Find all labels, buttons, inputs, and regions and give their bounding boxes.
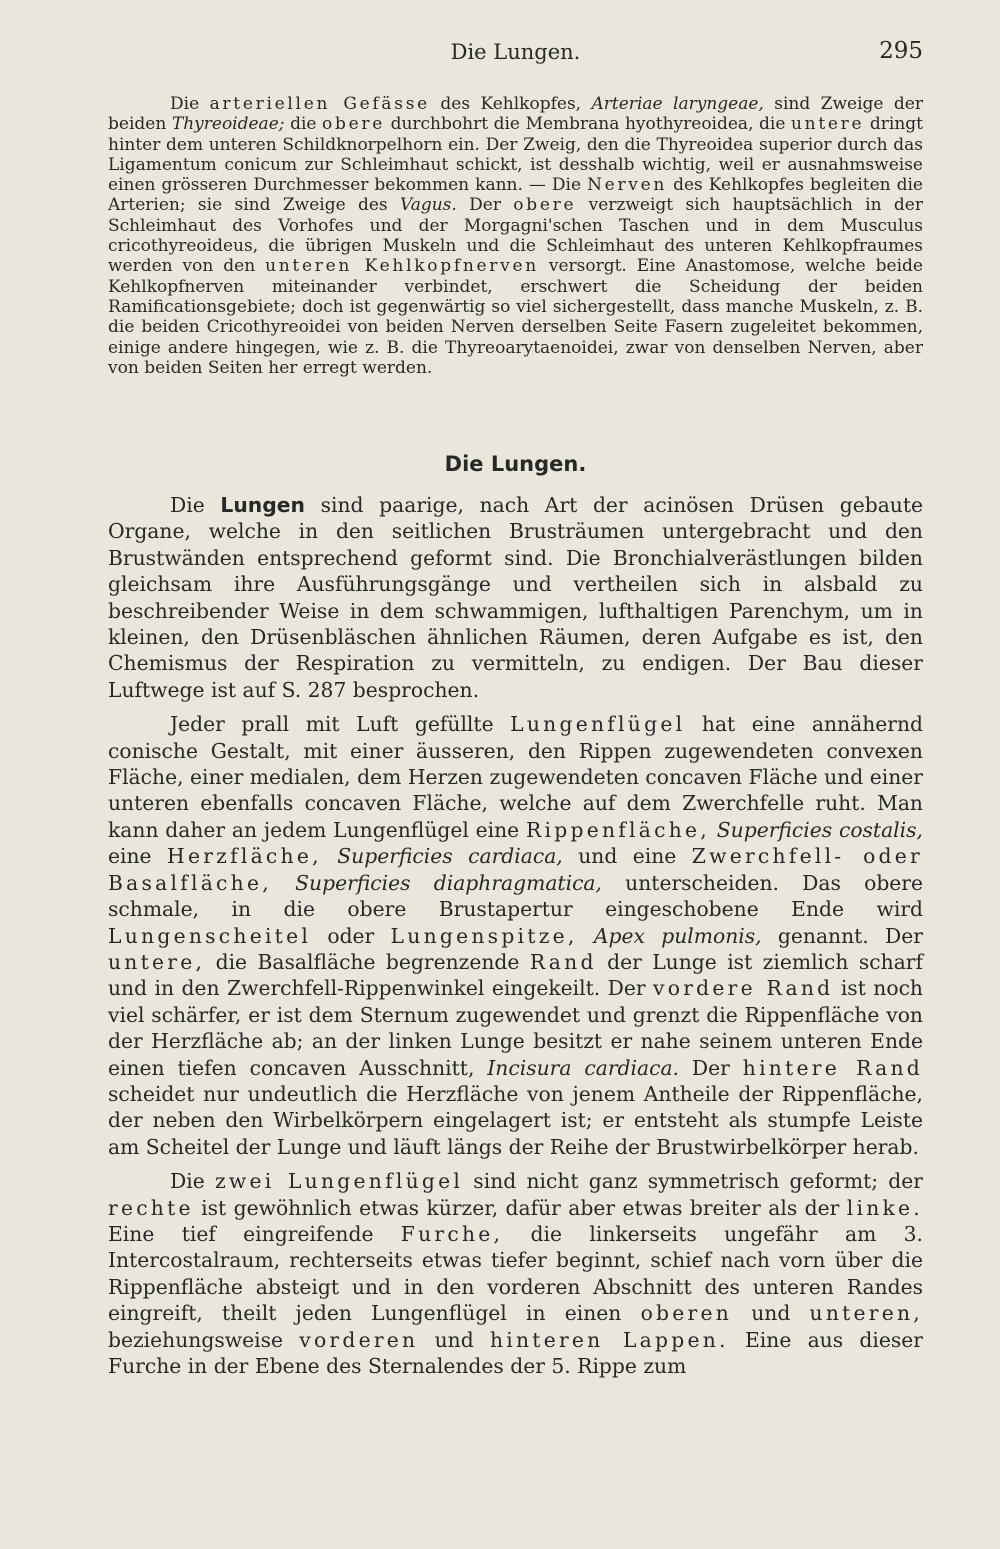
spaced-term: linke. <box>846 1195 923 1220</box>
text-run: sind Zweige der beiden <box>108 94 923 135</box>
text-run: des Kehlkopfes begleiten die Arterien; sie sind Zweige des <box>108 175 923 216</box>
text-run: unterscheiden. Das obere schmale, in die obere Brustapertur eingeschobene Ende wird <box>108 870 924 922</box>
spaced-term: hinteren Lappen. <box>489 1327 729 1352</box>
text-run: scheidet nur undeutlich die Herzfläche von jenem Antheile der Rippenfläche, der neben den Wirbelkörpern eingelagert ist; er entsteht als stumpfe Leiste am Scheitel der Lunge und läuft längs der Reihe der Brustwirbelkörper herab. <box>108 1081 923 1159</box>
bold-term: Lungen <box>220 493 305 517</box>
running-title: Die Lungen. <box>450 40 581 64</box>
text-run: genannt. Der <box>761 923 923 948</box>
spaced-term: vordere Rand <box>653 976 834 1001</box>
latin-term: Incisura cardiaca. <box>487 1055 679 1080</box>
text-run <box>322 844 337 868</box>
section-body <box>108 492 923 1387</box>
text-run <box>578 924 594 948</box>
text-run: die linkerseits ungefähr am 3. Intercostalraum, rechterseits etwas tiefer beginnt, schief nach vorn über die Rippenfläche absteigt und in den vorderen Abschnitt des unteren Randes eingreift, theilt jeden Lungenflügel in einen <box>108 1221 923 1326</box>
text-run: dringt hinter dem unteren Schildknorpelhorn ein. Der Zweig, den die Thyreoidea superior durch das Ligamentum conicum zur Schleimhaut schickt, ist desshalb wichtig, weil er ausnahmsweise einen grösseren Durchmesser bekommen kann. — Die <box>108 114 923 196</box>
text-run: Der <box>456 195 514 216</box>
spaced-term: oberen <box>640 1301 733 1326</box>
latin-term: Superficies diaphragmatica, <box>295 870 602 895</box>
text-run: durchbohrt die Membrana hyothyreoidea, die <box>385 114 792 135</box>
text-run <box>710 818 717 842</box>
text-run <box>272 871 295 895</box>
latin-term: Superficies costalis, <box>716 817 924 842</box>
text-run: die Basalfläche begrenzende <box>205 949 530 974</box>
spaced-term: Nerven <box>587 175 668 196</box>
text-run: Jeder prall mit Luft gefüllte <box>170 712 511 737</box>
spaced-term: Lungenspitze, <box>390 923 578 948</box>
text-run: Die <box>170 493 221 517</box>
paragraph-text <box>108 94 923 378</box>
latin-term: Vagus. <box>399 195 457 216</box>
text-run: beziehungsweise <box>108 1327 300 1352</box>
latin-term: Thyreoideae; <box>171 114 285 135</box>
latin-term: Apex pulmonis, <box>593 923 762 948</box>
spaced-term: arteriellen Gefässe <box>209 94 430 114</box>
spaced-term: Lungenflügel <box>510 712 686 737</box>
spaced-term: Herzfläche, <box>167 844 322 869</box>
spaced-term: hintere Rand <box>742 1055 923 1080</box>
text-run: Eine tief eingreifende <box>108 1221 401 1246</box>
spaced-term: unteren, <box>809 1301 923 1326</box>
text-run: Die <box>170 94 210 114</box>
spaced-term: Rand <box>529 949 597 974</box>
section-heading: Die Lungen. <box>444 452 587 476</box>
spaced-term: unteren Kehlkopfnerven <box>265 256 539 277</box>
text-run: die <box>284 114 323 135</box>
latin-term: Arteriae laryngeae, <box>591 94 764 114</box>
page-number: 295 <box>879 38 923 64</box>
text-run: versorgt. Eine Anastomose, welche beide Kehlkopfnerven miteinander verbindet, erschwert die Scheidung der beiden Ramificationsgebiete; doch ist gegenwärtig so viel sichergestellt, dass manche Muskeln, z. B. die beiden Cricothyreoidei von beiden Nerven derselben Seite Fasern zugeleitet bekommen, einige andere hingegen, wie z. B. die Thyreoarytaenoidei, zwar von denselben Nerven, aber von beiden Seiten her erregt werden. <box>108 256 923 378</box>
text-run: des Kehlkopfes, <box>429 94 592 114</box>
spaced-term: Zwerchfell- oder Basalfläche, <box>108 844 923 895</box>
body-paragraph <box>108 492 923 703</box>
text-run: Der <box>678 1055 743 1080</box>
text-run: verzweigt sich hauptsächlich in der Schleimhaut des Vorhofes und der Morgagni'schen Taschen und in dem Musculus cricothyreoideus, die übrigen Muskeln und die Schleimhaut des unteren Kehlkopfraumes werden von den <box>108 195 923 277</box>
spaced-term: obere <box>513 195 577 216</box>
text-run: sind paarige, nach Art der acinösen Drüsen gebaute Organe, welche in den seitlichen Brusträumen untergebracht und den Brustwänden entsprechend geformt sind. Die Bronchialverästlungen bilden gleichsam ihre Ausführungsgänge und vertheilen sich in alsbald zu beschreibender Weise in dem schwammigen, lufthaltigen Parenchym, um in kleinen, den Drüsenbläschen ähnlichen Räumen, deren Aufgabe es ist, den Chemismus der Respiration zu vermitteln, zu endigen. Der Bau dieser Luftwege ist auf S. 287 besprochen. <box>108 493 924 702</box>
text-run: und <box>732 1301 810 1326</box>
text-run: und <box>418 1327 490 1352</box>
text-run: oder <box>311 923 391 948</box>
text-run: ist noch viel schärfer, er ist dem Sternum zugewendet und grenzt die Rippenfläche von der Herzfläche ab; an der linken Lunge besitzt er nahe seinem unteren Ende einen tiefen concaven Ausschnitt, <box>108 976 923 1080</box>
text-run: hat eine annähernd conische Gestalt, mit einer äusseren, den Rippen zugewendeten convexen Fläche, einer medialen, dem Herzen zugewendeten concaven Fläche und einer unteren ebenfalls concaven Fläche, welche auf dem Zwerchfelle ruht. Man kann daher an jedem Lungenflügel eine <box>108 712 923 842</box>
text-run: sind nicht ganz symmetrisch geformt; der <box>463 1169 923 1194</box>
spaced-term: Furche, <box>400 1221 504 1246</box>
text-run: der Lunge ist ziemlich scharf und in den Zwerchfell-Rippenwinkel eingekeilt. Der <box>108 949 923 1001</box>
text-run: ist gewöhnlich etwas kürzer, dafür aber etwas breiter als der <box>193 1195 847 1220</box>
text-run: eine <box>108 844 168 869</box>
spaced-term: untere, <box>108 949 206 974</box>
latin-term: Superficies cardiaca, <box>337 844 563 869</box>
body-paragraph <box>108 1168 923 1379</box>
text-run: Eine aus dieser Furche in der Ebene des Sternalendes der 5. Rippe zum <box>108 1327 923 1378</box>
page-header <box>108 38 923 72</box>
body-paragraph <box>108 711 923 1160</box>
spaced-term: vorderen <box>299 1327 419 1352</box>
spaced-term: untere <box>791 114 865 135</box>
spaced-term: Lungenscheitel <box>108 923 312 948</box>
text-run: Die <box>170 1169 215 1194</box>
spaced-term: Rippenfläche, <box>525 817 710 842</box>
spaced-term: obere <box>322 114 385 135</box>
spaced-term: rechte <box>108 1195 194 1220</box>
paragraph-kehlkopf-arteries-nerves <box>108 94 923 378</box>
spaced-term: zwei Lungenflügel <box>214 1169 464 1194</box>
text-run: und eine <box>562 844 692 869</box>
